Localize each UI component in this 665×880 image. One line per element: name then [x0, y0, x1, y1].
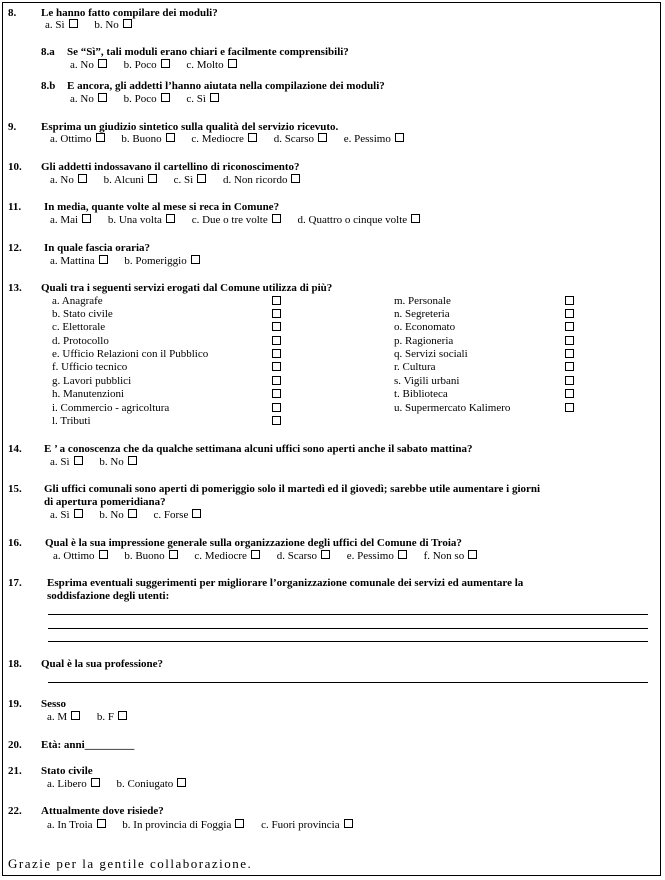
checkbox[interactable]: [272, 296, 281, 305]
service-item: m. Personale: [394, 295, 451, 307]
option[interactable]: b. F: [97, 711, 127, 723]
checkbox[interactable]: [98, 59, 107, 68]
checkbox[interactable]: [565, 322, 574, 331]
option[interactable]: a. In Troia: [47, 819, 106, 831]
checkbox[interactable]: [192, 509, 201, 518]
option[interactable]: e. Pessimo: [344, 133, 404, 145]
checkbox[interactable]: [191, 255, 200, 264]
option[interactable]: f. Non so: [424, 550, 478, 562]
answer-line[interactable]: [48, 628, 648, 629]
option[interactable]: a. No: [50, 174, 87, 186]
question-13-text: Quali tra i seguenti servizi erogati dal Comune utilizza di più?: [41, 282, 333, 294]
checkbox[interactable]: [344, 819, 353, 828]
question-number: 18.: [8, 658, 22, 670]
question-number: 15.: [8, 483, 22, 495]
checkbox[interactable]: [128, 509, 137, 518]
checkbox[interactable]: [74, 509, 83, 518]
option[interactable]: c. Fuori provincia: [261, 819, 353, 831]
option[interactable]: a. M: [47, 711, 80, 723]
checkbox[interactable]: [71, 711, 80, 720]
option[interactable]: b. No: [94, 19, 131, 31]
checkbox[interactable]: [251, 550, 260, 559]
option[interactable]: a. Ottimo: [53, 550, 108, 562]
q11-options: [50, 214, 420, 226]
question-10-text: Gli addetti indossavano il cartellino di riconoscimento?: [41, 161, 300, 173]
service-item: h. Manutenzioni: [52, 388, 125, 400]
service-item: f. Ufficio tecnico: [52, 361, 128, 373]
option[interactable]: b. Poco: [124, 93, 170, 105]
question-number: 21.: [8, 765, 22, 777]
checkbox[interactable]: [161, 93, 170, 102]
option[interactable]: b. Coniugato: [116, 778, 186, 790]
question-21-text: Stato civile: [41, 765, 93, 777]
checkbox[interactable]: [78, 174, 87, 183]
question-number: 22.: [8, 805, 22, 817]
option[interactable]: b. In provincia di Foggia: [122, 819, 244, 831]
checkbox[interactable]: [565, 309, 574, 318]
question-11-text: In media, quante volte al mese si reca in Comune?: [44, 201, 280, 213]
checkbox[interactable]: [169, 550, 178, 559]
checkbox[interactable]: [128, 456, 137, 465]
option[interactable]: b. Buono: [121, 133, 174, 145]
question-16-text: Qual è la sua impressione generale sulla organizzazione degli uffici del Comune di Troia?: [45, 537, 462, 549]
q12-options: [50, 255, 200, 267]
question-15-text-cont: di apertura pomeridiana?: [44, 496, 166, 508]
checkbox[interactable]: [272, 416, 281, 425]
q9-options: [50, 133, 404, 145]
question-18-text: Qual è la sua professione?: [41, 658, 164, 670]
q15-options: [50, 509, 201, 521]
question-17-text: Esprima eventuali suggerimenti per migliorare l’organizzazione comunale dei servizi ed aumentare la: [47, 577, 524, 589]
option[interactable]: a. No: [70, 59, 107, 71]
checkbox[interactable]: [177, 778, 186, 787]
checkbox[interactable]: [272, 376, 281, 385]
checkbox[interactable]: [565, 376, 574, 385]
option[interactable]: a. Mattina: [50, 255, 108, 267]
checkbox[interactable]: [272, 322, 281, 331]
checkbox[interactable]: [321, 550, 330, 559]
checkbox[interactable]: [69, 19, 78, 28]
option[interactable]: b. Buono: [124, 550, 177, 562]
option[interactable]: d. Non ricordo: [223, 174, 300, 186]
checkbox[interactable]: [395, 133, 404, 142]
q8a-options: [70, 59, 237, 71]
service-item: b. Stato civile: [52, 308, 113, 320]
question-8b-text: E ancora, gli addetti l’hanno aiutata nella compilazione dei moduli?: [67, 80, 385, 92]
option[interactable]: c. Mediocre: [191, 133, 257, 145]
question-19-text: Sesso: [41, 698, 67, 710]
q10-options: [50, 174, 300, 186]
option[interactable]: c. Sì: [186, 93, 219, 105]
q8b-options: [70, 93, 219, 105]
checkbox[interactable]: [291, 174, 300, 183]
question-number: 20.: [8, 739, 22, 751]
service-item: d. Protocollo: [52, 335, 109, 347]
checkbox[interactable]: [318, 133, 327, 142]
checkbox[interactable]: [98, 93, 107, 102]
checkbox[interactable]: [565, 389, 574, 398]
option[interactable]: b. No: [99, 509, 136, 521]
checkbox[interactable]: [123, 19, 132, 28]
checkbox[interactable]: [272, 403, 281, 412]
option[interactable]: c. Due o tre volte: [192, 214, 281, 226]
checkbox[interactable]: [96, 133, 105, 142]
service-item: o. Economato: [394, 321, 456, 333]
service-item: t. Biblioteca: [394, 388, 448, 400]
question-14-text: E ’ a conoscenza che da qualche settimana alcuni uffici sono aperti anche il sabato mattina?: [44, 443, 473, 455]
question-number: 13.: [8, 282, 22, 294]
question-number: 12.: [8, 242, 22, 254]
question-number: 19.: [8, 698, 22, 710]
question-8a-text: Se “Sì”, tali moduli erano chiari e facilmente comprensibili?: [67, 46, 349, 58]
checkbox[interactable]: [99, 550, 108, 559]
option[interactable]: c. Forse: [154, 509, 202, 521]
q21-options: [47, 778, 186, 790]
option[interactable]: a. Sì: [50, 509, 83, 521]
q19-options: [47, 711, 127, 723]
option[interactable]: e. Pessimo: [347, 550, 407, 562]
q22-options: [47, 819, 353, 831]
question-number: 10.: [8, 161, 22, 173]
checkbox[interactable]: [565, 336, 574, 345]
question-number: 16.: [8, 537, 22, 549]
service-item: s. Vigili urbani: [394, 375, 460, 387]
service-item: i. Commercio - agricoltura: [52, 402, 170, 414]
question-number: 17.: [8, 577, 22, 589]
q8-options: [45, 19, 132, 31]
question-12-text: In quale fascia oraria?: [44, 242, 151, 254]
option[interactable]: c. Sì: [174, 174, 207, 186]
checkbox[interactable]: [161, 59, 170, 68]
option[interactable]: a. Sì: [50, 456, 83, 468]
checkbox[interactable]: [565, 349, 574, 358]
service-item: a. Anagrafe: [52, 295, 103, 307]
service-item: u. Supermercato Kalimero: [394, 402, 511, 414]
question-20-text[interactable]: Età: anni_________: [41, 739, 135, 751]
question-22-text: Attualmente dove risiede?: [41, 805, 164, 817]
checkbox[interactable]: [411, 214, 420, 223]
closing-thanks: Grazie per la gentile collaborazione.: [8, 856, 253, 871]
option[interactable]: b. Poco: [124, 59, 170, 71]
question-8-text: Le hanno fatto compilare dei moduli?: [41, 7, 218, 19]
q16-options: [53, 550, 477, 562]
checkbox[interactable]: [166, 133, 175, 142]
option[interactable]: a. Ottimo: [50, 133, 105, 145]
question-number: 11.: [8, 201, 22, 213]
service-item: p. Ragioneria: [394, 335, 454, 347]
answer-line[interactable]: [48, 641, 648, 642]
checkbox[interactable]: [228, 59, 237, 68]
service-item: q. Servizi sociali: [394, 348, 468, 360]
question-17-text-cont: soddisfazione degli utenti:: [47, 590, 170, 602]
service-item: g. Lavori pubblici: [52, 375, 132, 387]
checkbox[interactable]: [272, 349, 281, 358]
checkbox[interactable]: [398, 550, 407, 559]
checkbox[interactable]: [118, 711, 127, 720]
service-item: n. Segreteria: [394, 308, 450, 320]
service-item: c. Elettorale: [52, 321, 106, 333]
option[interactable]: b. Alcuni: [104, 174, 157, 186]
option[interactable]: b. No: [99, 456, 136, 468]
checkbox[interactable]: [97, 819, 106, 828]
checkbox[interactable]: [272, 214, 281, 223]
checkbox[interactable]: [82, 214, 91, 223]
option[interactable]: d. Scarso: [277, 550, 330, 562]
answer-line[interactable]: [48, 682, 648, 683]
checkbox[interactable]: [565, 403, 574, 412]
option[interactable]: b. Pomeriggio: [124, 255, 199, 267]
option[interactable]: d. Quattro o cinque volte: [298, 214, 421, 226]
option[interactable]: a. Libero: [47, 778, 100, 790]
question-number: 8.b: [41, 80, 56, 92]
checkbox[interactable]: [248, 133, 257, 142]
checkbox[interactable]: [272, 362, 281, 371]
service-item: e. Ufficio Relazioni con il Pubblico: [52, 348, 209, 360]
service-item: r. Cultura: [394, 361, 436, 373]
checkbox[interactable]: [91, 778, 100, 787]
option[interactable]: a. Mai: [50, 214, 91, 226]
checkbox[interactable]: [565, 296, 574, 305]
option[interactable]: c. Molto: [186, 59, 236, 71]
checkbox[interactable]: [272, 309, 281, 318]
checkbox[interactable]: [166, 214, 175, 223]
option[interactable]: a. Sì: [45, 19, 78, 31]
checkbox[interactable]: [74, 456, 83, 465]
question-number: 8.a: [41, 46, 55, 58]
checkbox[interactable]: [99, 255, 108, 264]
option[interactable]: b. Una volta: [108, 214, 175, 226]
checkbox[interactable]: [210, 93, 219, 102]
answer-line[interactable]: [48, 614, 648, 615]
question-9-text: Esprima un giudizio sintetico sulla qualità del servizio ricevuto.: [41, 121, 339, 133]
option[interactable]: a. No: [70, 93, 107, 105]
option[interactable]: c. Mediocre: [194, 550, 260, 562]
question-number: 9.: [8, 121, 17, 133]
checkbox[interactable]: [468, 550, 477, 559]
checkbox[interactable]: [272, 336, 281, 345]
option[interactable]: d. Scarso: [274, 133, 327, 145]
checkbox[interactable]: [235, 819, 244, 828]
question-number: 8.: [8, 7, 17, 19]
checkbox[interactable]: [565, 362, 574, 371]
checkbox[interactable]: [272, 389, 281, 398]
service-item: l. Tributi: [52, 415, 91, 427]
q14-options: [50, 456, 137, 468]
question-number: 14.: [8, 443, 22, 455]
checkbox[interactable]: [148, 174, 157, 183]
checkbox[interactable]: [197, 174, 206, 183]
question-15-text: Gli uffici comunali sono aperti di pomeriggio solo il martedì ed il giovedì; sarebbe utile aumentare i giorni: [44, 483, 541, 495]
